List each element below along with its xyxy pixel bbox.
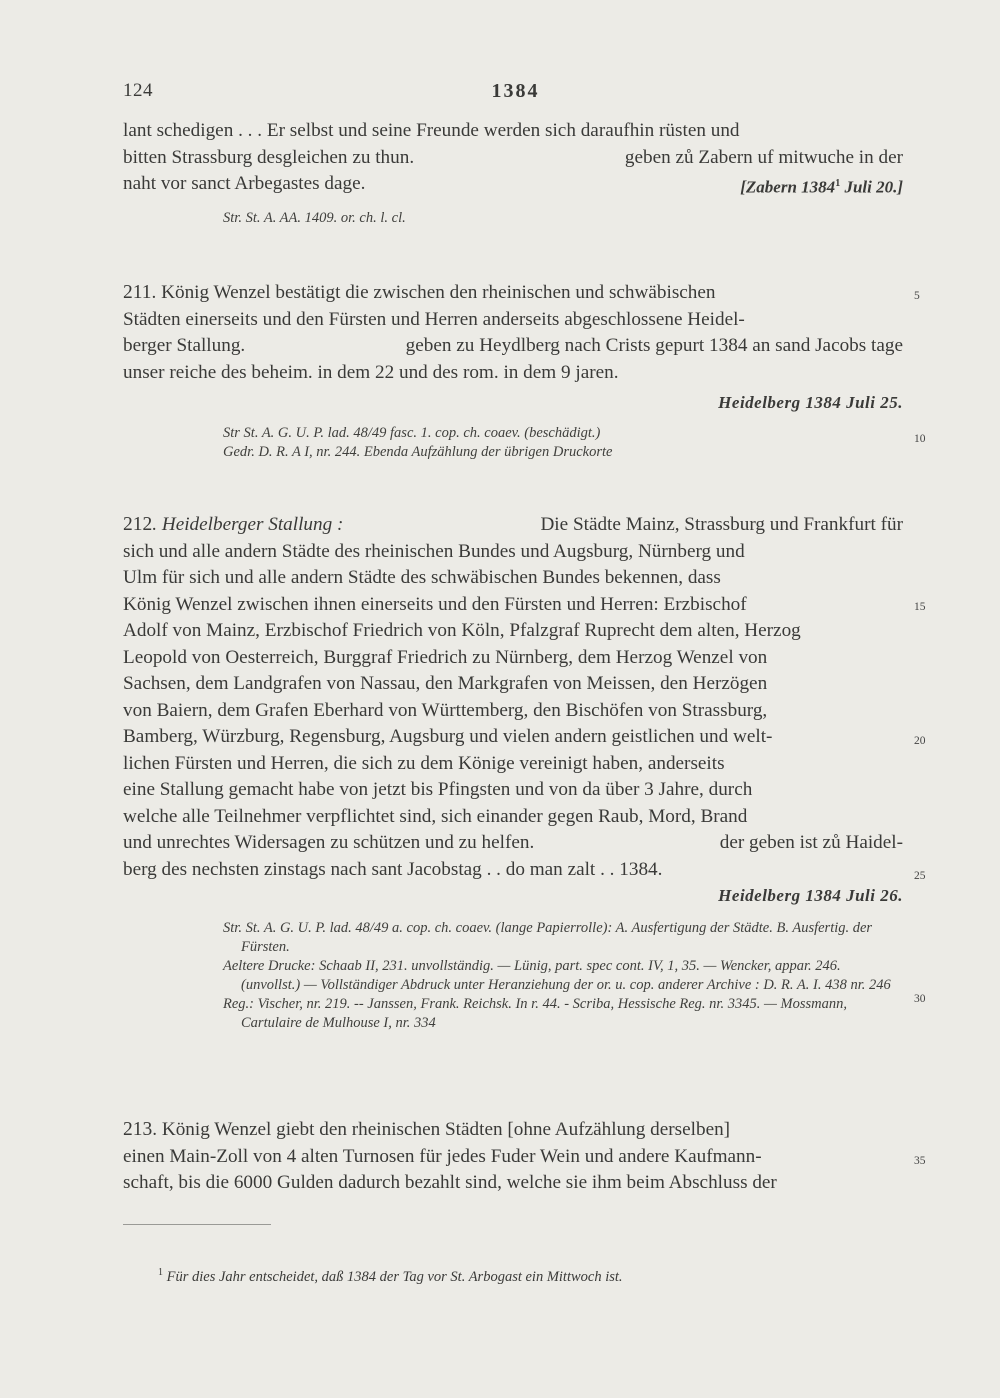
entry-line: König Wenzel zwischen ihnen einerseits und den Fürsten und Herren: Erzbischof (123, 593, 747, 615)
entry-source: Reg.: Vischer, nr. 219. -- Janssen, Frank. Reichsk. In r. 44. - Scriba, Hessische Reg. nr. 3345. — Mossmann, Cartulaire de Mulhouse I, nr. 334 (223, 996, 847, 1031)
intro-line-tail: geben zů Zabern uf mitwuche in der (624, 146, 903, 168)
entry-date: Heidelberg 1384 Juli 26. (718, 886, 903, 905)
intro-date-text: [Zabern 1384 (740, 177, 836, 197)
entry-text: . König Wenzel bestätigt die zwischen den rheinischen und schwäbischen (151, 282, 716, 303)
intro-line-start: naht vor sanct Arbegastes dage. (123, 173, 366, 194)
intro-line (123, 145, 903, 172)
margin-line-number: 10 (914, 433, 926, 445)
intro-date (740, 171, 903, 201)
margin-line-number: 20 (914, 735, 926, 747)
entry-line (123, 333, 903, 360)
entry-number: 212 (123, 514, 153, 535)
entry-line: von Baiern, dem Grafen Eberhard von Württemberg, den Bischöfen von Strassburg, (123, 699, 768, 721)
entry-line: berg des nechsten zinstags nach sant Jacobstag . . do man zalt . . 1384. (123, 858, 663, 880)
entry-text: geben zu Heydlberg nach Crists gepurt 1384 an sand Jacobs tage (405, 335, 903, 356)
footnote (158, 1267, 623, 1286)
entry-line (123, 280, 903, 307)
entry-text: . König Wenzel giebt den rheinischen Städten [ohne Aufzählung derselben] (152, 1119, 731, 1140)
entry-source: Str St. A. G. U. P. lad. 48/49 fasc. 1. cop. ch. coaev. (beschädigt.) (223, 425, 601, 441)
entry-line: sich und alle andern Städte des rheinischen Bundes und Augsburg, Nürnberg und (123, 540, 745, 562)
page-number: 124 (123, 80, 153, 101)
footnote-text: Für dies Jahr entscheidet, daß 1384 der Tag vor St. Arbogast ein Mittwoch ist. (166, 1268, 623, 1285)
entry-heading (123, 512, 343, 539)
intro-source: Str. St. A. AA. 1409. or. ch. l. cl. (223, 210, 406, 227)
footnote-divider (123, 1224, 271, 1225)
entry-line: einen Main-Zoll von 4 alten Turnosen für jedes Fuder Wein und andere Kaufmann- (123, 1145, 762, 1167)
entry-line: eine Stallung gemacht habe von jetzt bis Pfingsten und von da über 3 Jahre, durch (123, 779, 753, 800)
entry-213 (123, 1117, 903, 1197)
running-year-heading: 1384 (491, 80, 540, 102)
entry-text: Die Städte Mainz, Strassburg und Frankfurt für (540, 514, 903, 535)
entry-212 (123, 512, 903, 1033)
intro-line-start: bitten Strassburg desgleichen zu thun. (123, 146, 415, 168)
margin-line-number: 15 (914, 601, 926, 613)
margin-line-number: 5 (914, 290, 920, 302)
entry-number: 211 (123, 282, 152, 303)
entry-line: Bamberg, Würzburg, Regensburg, Augsburg und vielen andern geistlichen und welt- (123, 726, 773, 747)
intro-line (123, 171, 903, 201)
entry-source: Aeltere Drucke: Schaab II, 231. unvollständig. — Lünig, part. spec cont. IV, 1, 35. — Wencker, appar. 246. (unvollst.) — Vollständiger Abdruck unter Heranziehung der or. u. cop. anderer Archive : D. R. A. I. 438 nr. 246 (223, 958, 891, 993)
entry-text: berger Stallung. (123, 335, 246, 356)
entry-text: der geben ist zů Haidel- (719, 832, 903, 853)
entry-text: und unrechtes Widersagen zu schützen und zu helfen. (123, 832, 535, 853)
entry-date: Heidelberg 1384 Juli 25. (718, 393, 903, 412)
footnote-mark: 1 (158, 1267, 163, 1278)
entry-line: Sachsen, dem Landgrafen von Nassau, den Markgrafen von Meissen, den Herzögen (123, 673, 768, 694)
entry-line: lichen Fürsten und Herren, die sich zu dem Könige vereinigt haben, anderseits (123, 752, 725, 774)
entry-number: 213 (123, 1119, 153, 1140)
margin-line-number: 30 (914, 993, 926, 1005)
entry-sources (123, 919, 903, 1033)
page-header (123, 80, 908, 110)
entry-line (123, 512, 903, 539)
entry-title: . Heidelberger Stallung : (152, 514, 344, 535)
intro-date-tail: Juli 20.] (840, 177, 903, 197)
intro-paragraph (123, 118, 903, 228)
footnote-mark: 1 (835, 178, 841, 189)
entry-source: Str. St. A. G. U. P. lad. 48/49 a. cop. ch. coaev. (lange Papierrolle): A. Ausfertigung der Städte. B. Ausfertig. der Fürsten. (223, 920, 873, 955)
margin-line-number: 35 (914, 1155, 926, 1167)
entry-line: Adolf von Mainz, Erzbischof Friedrich von Köln, Pfalzgraf Ruprecht dem alten, Herzog (123, 620, 801, 641)
entry-source: Gedr. D. R. A I, nr. 244. Ebenda Aufzählung der übrigen Druckorte (223, 444, 613, 460)
entry-line: schaft, bis die 6000 Gulden dadurch bezahlt sind, welche sie ihm beim Abschluss der (123, 1172, 777, 1193)
entry-line: unser reiche des beheim. in dem 22 und des rom. in dem 9 jaren. (123, 361, 619, 383)
margin-line-number: 25 (914, 870, 926, 882)
intro-line: lant schedigen . . . Er selbst und seine Freunde werden sich daraufhin rüsten und (123, 120, 740, 141)
entry-line: Städten einerseits und den Fürsten und Herren anderseits abgeschlossene Heidel- (123, 308, 745, 330)
entry-line: welche alle Teilnehmer verpflichtet sind, sich einander gegen Raub, Mord, Brand (123, 805, 748, 827)
entry-line (123, 830, 903, 857)
entry-line: Leopold von Oesterreich, Burggraf Friedrich zu Nürnberg, dem Herzog Wenzel von (123, 646, 768, 668)
entry-211 (123, 280, 903, 462)
entry-line: Ulm für sich und alle andern Städte des schwäbischen Bundes bekennen, dass (123, 567, 721, 588)
entry-line (123, 1117, 903, 1144)
